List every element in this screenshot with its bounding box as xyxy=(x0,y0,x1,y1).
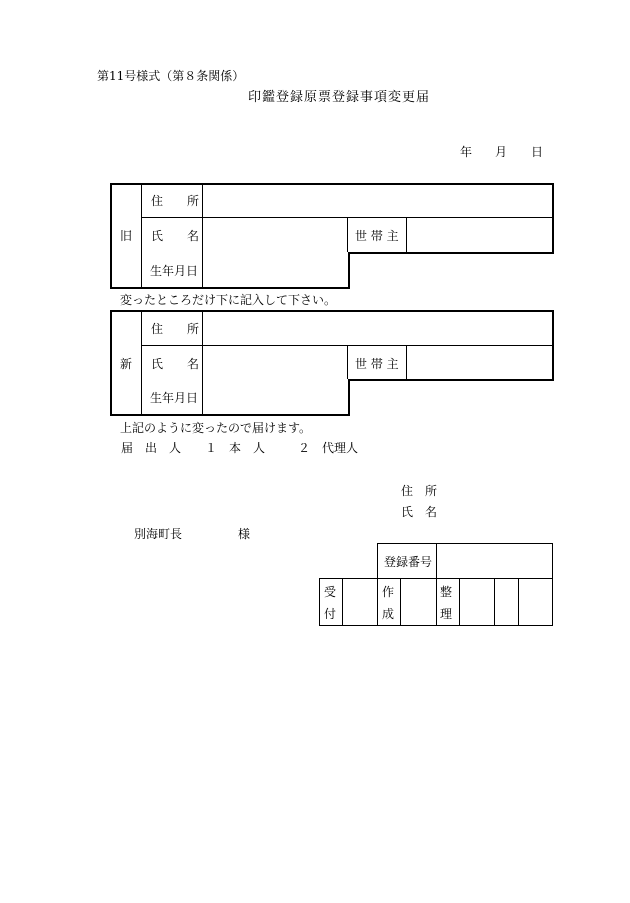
new-head-label: 世 帯 主 xyxy=(355,357,399,371)
date-year-label: 年 xyxy=(460,145,473,159)
applicant-address-label: 住 所 xyxy=(401,484,438,498)
received-label-2: 付 xyxy=(324,607,337,621)
arranged-label-1: 整 xyxy=(440,585,453,599)
applicant-option-agent[interactable]: ２ 代理人 xyxy=(298,441,359,455)
old-name-label: 氏 名 xyxy=(151,229,200,243)
date-month-label: 月 xyxy=(495,145,508,159)
registration-number-label: 登録番号 xyxy=(384,555,433,569)
applicant-label: 届 出 人 xyxy=(121,441,182,455)
recipient-office: 別海町長 xyxy=(134,527,183,541)
form-number: 第11号様式（第８条関係） xyxy=(97,69,245,83)
received-label-1: 受 xyxy=(324,585,337,599)
new-name-field[interactable] xyxy=(204,347,346,378)
applicant-name-label: 氏 名 xyxy=(401,505,438,519)
old-head-label: 世 帯 主 xyxy=(355,229,399,243)
created-label-2: 成 xyxy=(382,607,395,621)
recipient-honorific: 様 xyxy=(238,527,251,541)
registration-number-field[interactable] xyxy=(438,545,551,577)
instruction-text: 変ったところだけ下に記入して下さい。 xyxy=(120,293,337,307)
created-label-1: 作 xyxy=(382,585,395,599)
arranged-label-2: 理 xyxy=(440,607,453,621)
new-name-label: 氏 名 xyxy=(151,357,200,371)
new-birth-field[interactable] xyxy=(204,381,346,413)
old-address-label: 住 所 xyxy=(151,194,200,208)
old-address-field[interactable] xyxy=(204,185,551,216)
new-address-field[interactable] xyxy=(204,312,551,344)
declaration-text: 上記のように変ったので届けます。 xyxy=(120,421,312,435)
new-side-label: 新 xyxy=(120,357,133,371)
date-day-label: 日 xyxy=(531,145,544,159)
new-head-field[interactable] xyxy=(408,347,551,378)
old-head-field[interactable] xyxy=(408,219,551,251)
old-birth-field[interactable] xyxy=(204,254,346,286)
new-birth-label: 生年月日 xyxy=(150,391,199,405)
applicant-option-self[interactable]: １ 本 人 xyxy=(205,441,266,455)
old-name-field[interactable] xyxy=(204,219,346,251)
old-birth-label: 生年月日 xyxy=(150,264,199,278)
old-side-label: 旧 xyxy=(120,229,133,243)
form-title: 印鑑登録原票登録事項変更届 xyxy=(248,90,431,105)
new-address-label: 住 所 xyxy=(151,322,200,336)
